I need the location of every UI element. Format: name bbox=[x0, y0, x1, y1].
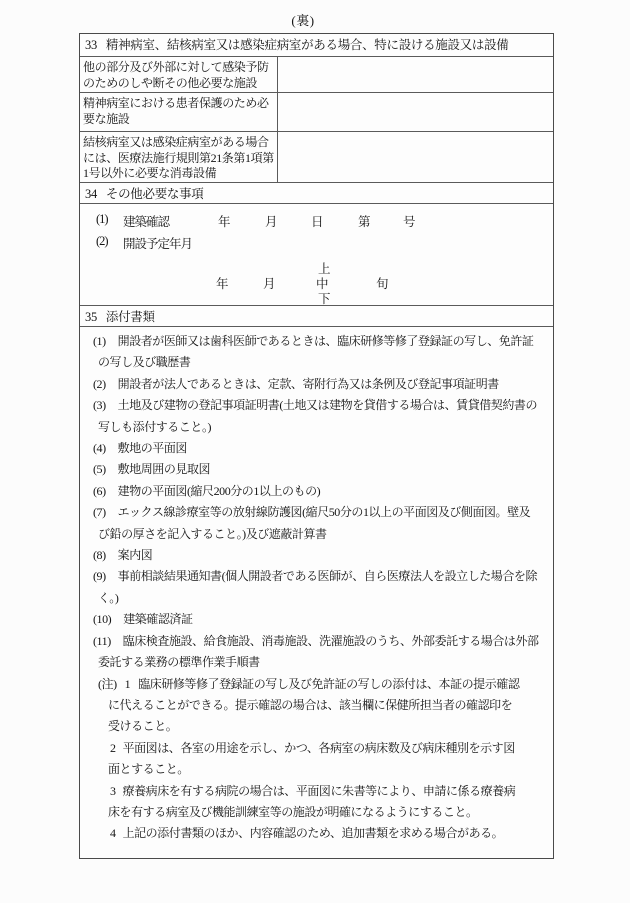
note-tag: (注) bbox=[98, 676, 117, 691]
note-text: 上記の添付書類のほか、内容確認のため、追加書類を求める場合がある。 bbox=[122, 826, 504, 841]
item-text: 土地及び建物の登記事項証明書(土地又は建物を貸借する場合は、賃貸借契約書の bbox=[117, 398, 538, 413]
item-number: (4) bbox=[93, 441, 106, 456]
item-number: (2) bbox=[93, 376, 106, 391]
row-psychiatric-patient-protection-label bbox=[80, 93, 278, 131]
attachment-line-continuation: く。) bbox=[98, 590, 119, 605]
item-text: 敷地周囲の見取図 bbox=[117, 462, 211, 477]
item-text: 建築確認済証 bbox=[123, 612, 193, 627]
number-prefix-label: 第 bbox=[358, 215, 370, 229]
item-number: (7) bbox=[93, 505, 106, 520]
item-number: (8) bbox=[93, 548, 106, 563]
label-line: 要な施設 bbox=[83, 111, 130, 126]
row-psychiatric-patient-protection bbox=[80, 93, 553, 132]
item-number: (6) bbox=[93, 483, 106, 498]
row-disinfection-equipment-label bbox=[80, 132, 278, 182]
section-35-content bbox=[80, 327, 553, 858]
section-34-content bbox=[80, 204, 553, 306]
note-line bbox=[110, 738, 553, 759]
section-35-header bbox=[80, 306, 553, 327]
item-text: 臨床検査施設、給食施設、消毒施設、洗濯施設のうち、外部委託する場合は外部 bbox=[122, 633, 539, 648]
period-year-label: 年 bbox=[216, 277, 228, 291]
item-number: (3) bbox=[93, 398, 106, 413]
section-34-number: 34 bbox=[85, 187, 97, 201]
attachment-line bbox=[93, 331, 553, 352]
attachment-line bbox=[93, 459, 553, 480]
item-text: 事前相談結果通知書(個人開設者である医師が、自ら医療法人を設立した場合を除 bbox=[117, 569, 538, 584]
note-number: 1 bbox=[124, 676, 131, 691]
note-text: 平面図は、各室の用途を示し、かつ、各病室の病床数及び病床種別を示す図 bbox=[122, 740, 515, 755]
item-text: 開設者が医師又は歯科医師であるときは、臨床研修等修了登録証の写し、免許証 bbox=[117, 334, 534, 348]
label-line: 結核病室又は感染症病室がある場合 bbox=[83, 135, 269, 149]
item-text: 建物の平面図(縮尺200分の1以上のもの) bbox=[117, 483, 321, 498]
attachment-line-continuation: 写しも添付すること。) bbox=[98, 419, 212, 434]
attachment-line bbox=[93, 545, 553, 566]
label-line: のためのしや断その他必要な施設 bbox=[83, 75, 258, 90]
section-34-title: その他必要な事項 bbox=[105, 187, 204, 201]
period-upper-label: 上 bbox=[318, 262, 330, 276]
note-number: 3 bbox=[110, 783, 116, 798]
note-line bbox=[98, 674, 553, 695]
note-line-continuation: 床を有する病室及び機能訓練室等の施設が明確になるようにすること。 bbox=[108, 804, 478, 819]
attachment-line bbox=[93, 609, 553, 630]
row-psychiatric-patient-protection-value-cell bbox=[278, 93, 553, 131]
label-line: には、医療法施行規則第21条第1項第 bbox=[83, 150, 274, 165]
period-month-label: 月 bbox=[263, 277, 275, 291]
note-text: 療養病床を有する病院の場合は、平面図に朱書等により、申請に係る療養病 bbox=[122, 783, 516, 798]
note-line bbox=[110, 781, 553, 802]
item-text: 案内図 bbox=[117, 548, 153, 563]
item-text: 開設者が法人であるときは、定款、寄附行為又は条例及び登記事項証明書 bbox=[117, 376, 499, 391]
attachment-line bbox=[93, 481, 553, 502]
section-35-number: 35 bbox=[85, 310, 97, 324]
month-label: 月 bbox=[265, 215, 277, 229]
attachment-line bbox=[93, 395, 553, 416]
section-35-title: 添付書類 bbox=[105, 310, 155, 324]
item-34-2-number: (2) bbox=[96, 234, 108, 248]
item-number: (9) bbox=[93, 569, 106, 584]
number-suffix-label: 号 bbox=[403, 215, 415, 229]
row-disinfection-equipment bbox=[80, 132, 553, 183]
label-line: 1号以外に必要な消毒設備 bbox=[83, 166, 217, 181]
label-line: 他の部分及び外部に対して感染予防 bbox=[83, 60, 269, 74]
page-side-label: (裏) bbox=[291, 13, 315, 28]
building-confirmation-label: 建築確認 bbox=[123, 215, 170, 229]
note-line-continuation: に代えることができる。提示確認の場合は、該当欄に保健所担当者の確認印を bbox=[108, 697, 513, 712]
period-lower-label: 下 bbox=[318, 292, 330, 306]
attachment-line bbox=[93, 502, 553, 523]
attachment-line bbox=[93, 566, 553, 587]
year-label: 年 bbox=[218, 215, 230, 229]
attachment-line-continuation: 委託する業務の標準作業手順書 bbox=[98, 655, 260, 670]
period-jun-label: 旬 bbox=[376, 277, 388, 291]
period-middle-label: 中 bbox=[316, 277, 328, 291]
attachment-line-continuation: び鉛の厚さを記入すること。)及び遮蔽計算書 bbox=[98, 526, 327, 541]
item-34-1-number: (1) bbox=[96, 212, 108, 226]
section-33-number: 33 bbox=[85, 38, 97, 52]
attachment-line-continuation: の写し及び職歴書 bbox=[98, 355, 191, 370]
day-label: 日 bbox=[311, 215, 323, 229]
item-text: エックス線診療室等の放射線防護図(縮尺50分の1以上の平面図及び側面図。壁及 bbox=[117, 505, 531, 520]
opening-date-label: 開設予定年月 bbox=[123, 237, 193, 251]
label-line: 精神病室における患者保護のため必 bbox=[83, 96, 269, 110]
row-infection-prevention bbox=[80, 57, 553, 93]
row-infection-prevention-value-cell bbox=[278, 57, 553, 92]
note-line-continuation: 面とすること。 bbox=[108, 762, 189, 777]
item-number: (10) bbox=[93, 612, 112, 627]
note-number: 4 bbox=[110, 826, 116, 841]
item-number: (1) bbox=[93, 334, 106, 348]
section-33-title: 精神病室、結核病室又は感染症病室がある場合、特に設ける施設又は設備 bbox=[105, 38, 509, 52]
note-line bbox=[110, 823, 553, 844]
item-number: (11) bbox=[93, 633, 111, 648]
form-table bbox=[79, 33, 554, 859]
item-number: (5) bbox=[93, 462, 106, 477]
note-number: 2 bbox=[110, 740, 116, 755]
attachment-line bbox=[93, 374, 553, 395]
row-disinfection-equipment-value-cell bbox=[278, 132, 553, 182]
row-infection-prevention-label bbox=[80, 57, 278, 92]
item-text: 敷地の平面図 bbox=[117, 441, 187, 456]
section-34-header bbox=[80, 183, 553, 204]
attachment-line bbox=[93, 631, 553, 652]
note-text: 臨床研修等修了登録証の写し及び免許証の写しの添付は、本証の提示確認 bbox=[138, 676, 520, 691]
attachment-line bbox=[93, 438, 553, 459]
section-33-header bbox=[80, 34, 553, 57]
note-line-continuation: 受けること。 bbox=[108, 719, 178, 734]
